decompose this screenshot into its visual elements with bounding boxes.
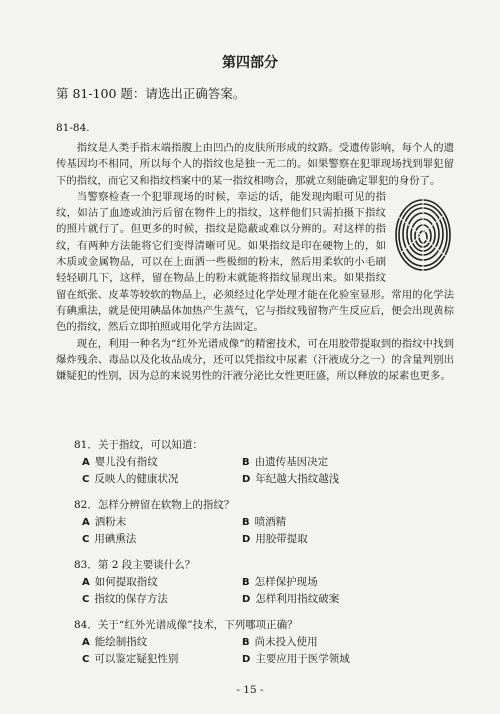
option-b[interactable] bbox=[242, 574, 442, 591]
instruction-text: 第 81-100 题：请选出正确答案。 bbox=[56, 86, 246, 101]
option-letter: B bbox=[242, 517, 250, 528]
option-b[interactable] bbox=[242, 454, 442, 471]
question-list bbox=[74, 437, 454, 677]
option-b[interactable] bbox=[242, 634, 442, 651]
question-82 bbox=[74, 497, 454, 548]
question-stem: 84．关于“红外光谱成像”技术，下列哪项正确？ bbox=[74, 619, 298, 631]
option-d[interactable] bbox=[242, 471, 442, 488]
option-text: 喷酒精 bbox=[254, 516, 287, 528]
option-letter: C bbox=[82, 594, 90, 605]
option-text: 洒粉末 bbox=[94, 516, 127, 528]
question-83 bbox=[74, 557, 454, 608]
passage-range: 81-84. bbox=[56, 122, 90, 134]
option-text: 由遗传基因决定 bbox=[254, 456, 329, 468]
question-stem: 82．怎样分辨留在软物上的指纹？ bbox=[74, 499, 235, 511]
option-text: 怎样利用指纹破案 bbox=[255, 593, 340, 605]
option-letter: A bbox=[82, 517, 90, 528]
paragraph-2-text: 当警察检查一个犯罪现场的时候，幸运的话，能发现肉眼可见的指纹，如沾了血迹或油污后留在物件上的指纹，这样他们只需拍摄下指纹的照片就行了。但更多的时候，指纹是隐蔽或难以分辨的。对这样的指纹，有两种方法能将它们变得清晰可见。如果指纹是印在硬物上的，如木质或金属物品，可以在上面洒一些极细的粉末，然后用柔软的小毛刷轻轻刷几下，这样，留在物品上的粉末就能将指纹显现出来。如果指纹留在纸张、皮革等较软的物品上，必须经过化学处理才能在化验室显形。常用的化学法有碘熏法，就是使用碘晶体加热产生蒸气，它与指纹残留物产生反应后，便会出现黄棕色的指纹，然后立即拍照或用化学方法固定。 bbox=[56, 190, 454, 334]
option-d[interactable] bbox=[242, 591, 442, 608]
question-stem: 81．关于指纹，可以知道： bbox=[74, 439, 203, 451]
page-number: - 15 - bbox=[236, 684, 264, 696]
option-text: 婴儿没有指纹 bbox=[94, 456, 158, 468]
option-letter: C bbox=[82, 474, 90, 485]
option-letter: B bbox=[242, 457, 250, 468]
question-84 bbox=[74, 617, 454, 668]
paragraph-1: 指纹是人类手指末端指腹上由凹凸的皮肤所形成的纹路。受遗传影响，每个人的遗传基因均不相同，所以每个人的指纹也是独一无二的。如果警察在犯罪现场找到罪犯留下的指纹，而它又和指纹档案中的某一指纹相吻合，那就立刻能确定罪犯的身份了。 bbox=[56, 142, 454, 187]
option-c[interactable] bbox=[82, 531, 242, 548]
fingerprint-image bbox=[394, 197, 452, 273]
option-letter: C bbox=[82, 654, 90, 665]
paragraph-3: 现在，利用一种名为“红外光谱成像”的精密技术，可在用胶带提取到的指纹中找到爆炸残余、毒品以及化妆品成分，还可以凭指纹中尿素（汗液成分之一）的含量判别出嫌疑犯的性别，因为总的来说男性的汗液分泌比女性更旺盛，所以释放的尿素也更多。 bbox=[56, 337, 454, 383]
option-c[interactable] bbox=[82, 591, 242, 608]
section-title: 第四部分 bbox=[222, 55, 278, 71]
option-text: 尚未投入使用 bbox=[254, 636, 318, 648]
option-letter: A bbox=[82, 637, 90, 648]
option-text: 用胶带提取 bbox=[255, 533, 308, 545]
option-d[interactable] bbox=[242, 651, 442, 668]
option-text: 如何提取指纹 bbox=[94, 576, 158, 588]
option-text: 反映人的健康状况 bbox=[94, 473, 179, 485]
option-c[interactable] bbox=[82, 471, 242, 488]
option-a[interactable] bbox=[82, 454, 242, 471]
paragraph-2 bbox=[56, 189, 454, 336]
option-letter: D bbox=[242, 594, 251, 605]
option-d[interactable] bbox=[242, 531, 442, 548]
question-81 bbox=[74, 437, 454, 488]
question-stem: 83．第 2 段主要谈什么？ bbox=[74, 559, 196, 571]
option-letter: A bbox=[82, 577, 90, 588]
option-letter: B bbox=[242, 577, 250, 588]
option-text: 能绘制指纹 bbox=[94, 636, 148, 648]
option-text: 怎样保护现场 bbox=[254, 576, 318, 588]
reading-passage bbox=[56, 140, 454, 384]
option-text: 可以鉴定疑犯性别 bbox=[94, 653, 179, 665]
option-text: 指纹的保存方法 bbox=[94, 593, 168, 605]
option-text: 主要应用于医学领域 bbox=[255, 653, 350, 665]
option-a[interactable] bbox=[82, 574, 242, 591]
option-letter: A bbox=[82, 457, 90, 468]
option-letter: D bbox=[242, 474, 251, 485]
option-letter: D bbox=[242, 654, 251, 665]
option-text: 用碘熏法 bbox=[94, 533, 137, 545]
option-letter: D bbox=[242, 534, 251, 545]
option-letter: C bbox=[82, 534, 90, 545]
option-a[interactable] bbox=[82, 514, 242, 531]
option-b[interactable] bbox=[242, 514, 442, 531]
option-a[interactable] bbox=[82, 634, 242, 651]
option-letter: B bbox=[242, 637, 250, 648]
option-text: 年纪越大指纹越浅 bbox=[255, 473, 340, 485]
option-c[interactable] bbox=[82, 651, 242, 668]
